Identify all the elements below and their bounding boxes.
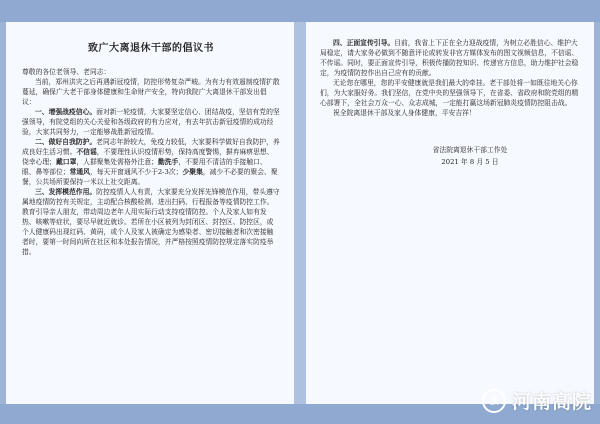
signature-block [320,144,580,168]
top-border [0,0,600,22]
section-2-keyword: 常通风 [69,168,90,176]
section-2-keyword: 勤洗手 [157,158,179,166]
right-page [306,22,594,404]
section-1 [22,107,280,137]
section-4-heading: 四、正面宣传引导。 [333,39,395,47]
section-3 [22,187,280,257]
section-3-heading: 三、发挥模范作用。 [35,188,97,196]
section-2-part: ，不要用不清洁的手接触口、眼、鼻等部位； [22,158,267,176]
section-2-part: ，人群聚集处需格外注意； [76,158,158,166]
letter-title: 致广大离退休干部的倡议书 [88,43,214,54]
signature-date: 2021 年 8 月 5 日 [441,158,499,166]
intro-paragraph: 当前，郑州洪灾之后再遇新冠疫情，防控形势复杂严峻。为有力有效遏制疫情扩散蔓延，确保广大老干部身体健康和生命财产安全，特向我院广大离退休干部发出倡议： [22,78,280,106]
court-seal-icon: 法 [482,389,506,413]
left-page [6,22,294,404]
section-2 [22,137,280,187]
section-2-part: ，每天开窗通风不少于2-3次； [89,168,183,176]
section-4-body: 目前，我省上下正在全力迎战疫情，为树立必胜信心、维护大局稳定，请大家务必做到不随意评论或转发非官方媒体发布的图文视频信息，不信谣、不传谣。同时，要正面宣传引导，积极传播防控知识、传递官方信息，助力维护社会稳定，为疫情防控作出自己应有的贡献。 [320,39,579,77]
closing-wish: 祝全院离退休干部及家人身体健康，平安吉祥！ [333,109,476,117]
salutation: 尊敬的各位老领导、老同志： [22,68,111,76]
closing-paragraph: 无论您在哪里，您的平安健康就是我们最大的牵挂。老干部处将一如既往地关心你们，为大家服好务。我们坚信，在党中央的坚强领导下，在省委、省政府和院党组的精心部署下，全社会万众一心、众志成城，一定能打赢这场新冠肺炎疫情防控阻击战。 [320,79,579,107]
section-2-part: ，不要理性认识疫情形势，保持高度警惕，摒弃麻痹思想、侥幸心理； [22,148,274,166]
page-divider [294,22,306,404]
court-logo [482,387,592,414]
section-1-body: 面对新一轮疫情，大家要坚定信心、团结战疫，坚信有党的坚强领导，有院党组的关心关爱和各级政府的有力应对，有去年抗击新冠疫情的成功经验，大家共同努力，一定能够战胜新冠疫情。 [22,108,280,136]
section-3-body: 防控疫情人人有责，大家要充分发挥先锋模范作用，带头遵守属地疫情防控有关规定，主动配合核酸检测、进出扫码、行程报备等疫情防控工作。教育引导亲人朋友，带动周边老年人用实际行动支持疫情防控。个人及家人如有发热、咳嗽等症状，要尽早就近就诊。若所在小区被列为封闭区、封控区、防控区，或个人健康码出现红码、黄码，或个人及家人被确定为感染者、密切接触者和次密接触者时，要第一时间向所在社区和本处报告情况，并严格按照疫情防控规定落实防疫举措。 [22,188,280,256]
section-2-keyword: 少聚集 [182,168,203,176]
section-2-keyword: 戴口罩 [55,158,77,166]
section-2-part: 老同志年龄较大，免疫力较低，大家要科学做好自我防护，养成良好生活习惯。 [22,138,280,156]
section-1-heading: 一、增强战疫信心。 [35,108,97,116]
section-2-keyword: 不信谣 [76,148,97,156]
signature-org: 省法院离退休干部工作处 [432,146,508,154]
section-2-heading: 二、做好自我防护。 [35,138,97,146]
section-2-part: ，减少不必要的聚会、聚餐，公共场所要保持一米以上社交距离。 [22,168,278,186]
logo-text: 河南高院 [511,391,592,413]
section-4 [320,38,580,78]
